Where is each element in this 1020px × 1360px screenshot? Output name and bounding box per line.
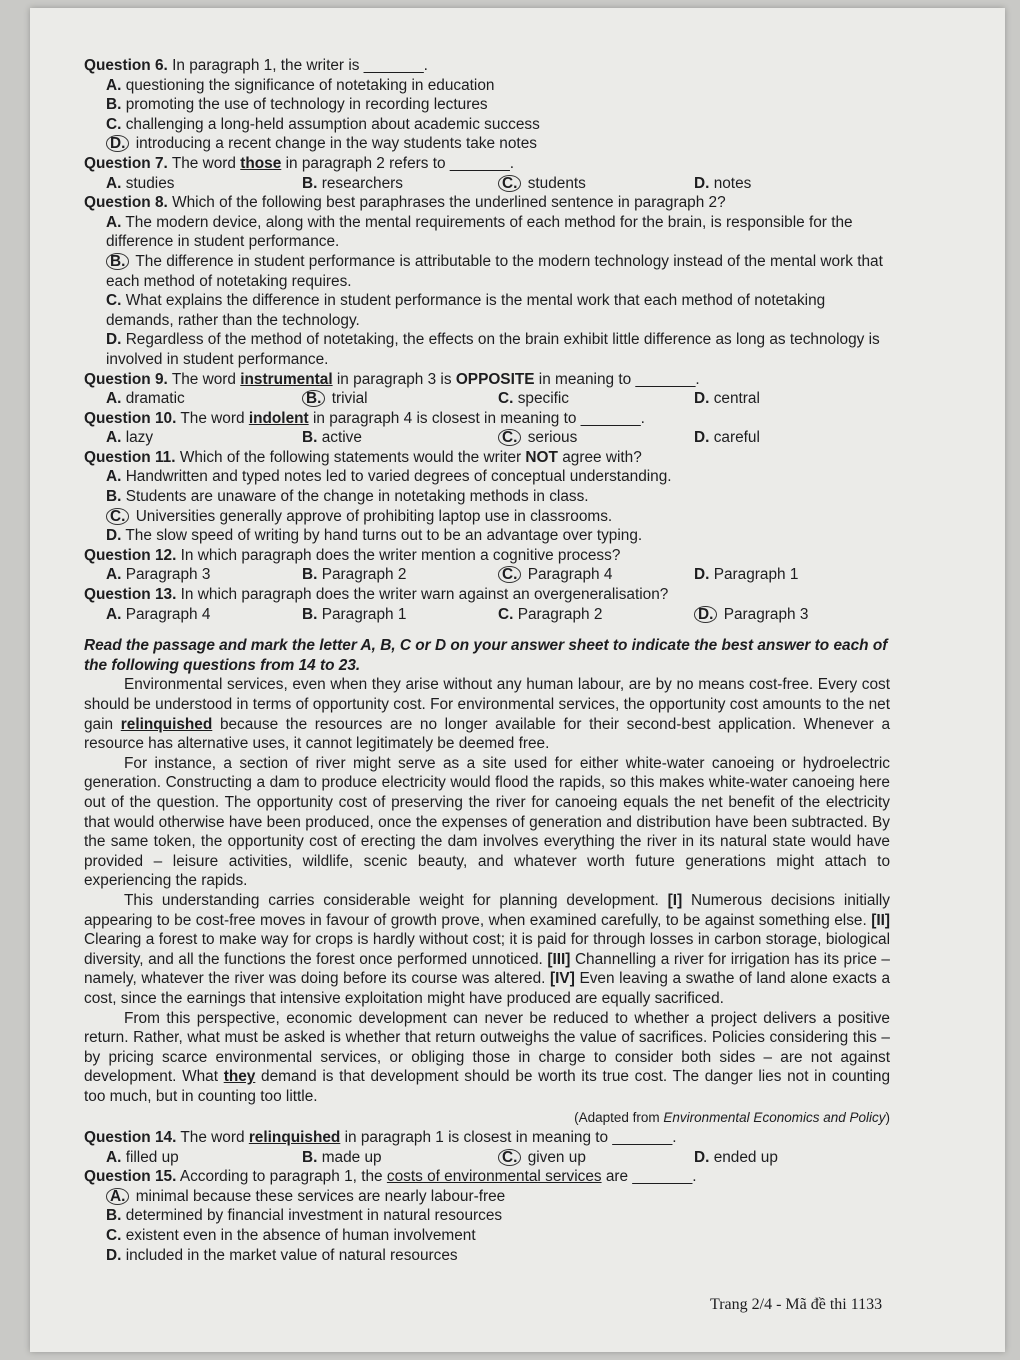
option-c[interactable]: C. existent even in the absence of human involvement [106, 1227, 476, 1245]
option-c[interactable]: C. serious [498, 428, 694, 448]
question-number: Question 10. [84, 409, 177, 427]
option-b[interactable]: B. researchers [302, 174, 403, 192]
option-a[interactable]: A. The modern device, along with the mental requirements of each method for the brain, is responsible for the difference in student performance. [106, 213, 853, 251]
keyword: they [223, 1068, 256, 1086]
options-row [84, 565, 890, 585]
question-8: Question 8. Which of the following best paraphrases the underlined sentence in paragraph 2? A. The modern device, along with the mental requirements of each method for the brain, is responsible for the difference in student performance. B. The difference in student performance is attributable to the modern technology instead of the mental work that each method of notetaking requires. C. What explains the difference in student performance is the mental work that each method of notetaking demands, rather than the technology. D. Regardless of the method of notetaking, the effects on the brain exhibit little difference as long as technology is involved in student performance. [84, 193, 890, 369]
passage-paragraph-4: From this perspective, economic development can never be reduced to whether a project delivers a positive return. Rather, what must be asked is whether that return outweighs the value of sacrifices. Policies considering this – by pricing scarce environmental services, or obliging those in charge to consider both sides – are not against development. What they demand is that development should be worth its true cost. The danger lies not in counting too much, but in counting too little. [84, 1009, 891, 1105]
question-number: Question 12. [84, 546, 177, 564]
option-c[interactable]: C. Universities generally approve of prohibiting laptop use in classrooms. [84, 507, 890, 527]
circled-answer-mark: C. [498, 1149, 521, 1166]
option-c[interactable]: C. challenging a long-held assumption about academic success [106, 115, 540, 133]
question-number: Question 9. [84, 370, 168, 388]
question-10: Question 10. The word indolent in paragraph 4 is closest in meaning to _______. A. lazy B. active C. serious D. careful [84, 409, 890, 448]
option-d[interactable]: D. Paragraph 3 [694, 605, 890, 625]
question-number: Question 14. [84, 1129, 177, 1147]
option-d[interactable]: D. Regardless of the method of notetaking, the effects on the brain exhibit little difference as long as technology is involved in student performance. [106, 331, 880, 368]
circled-answer-mark: D. [106, 135, 129, 152]
question-number: Question 7. [84, 154, 168, 172]
option-d[interactable]: D. notes [694, 174, 752, 192]
question-13: Question 13. In which paragraph does the writer warn against an overgeneralisation? A. Paragraph 4 B. Paragraph 1 C. Paragraph 2 D. Paragraph 3 [84, 585, 890, 624]
options-row [84, 174, 890, 194]
option-b[interactable]: B. active [302, 429, 362, 447]
option-b[interactable]: B. Paragraph 2 [302, 566, 407, 584]
circled-answer-mark: C. [498, 175, 521, 192]
question-number: Question 8. [84, 194, 168, 212]
insertion-marker: [I] [667, 891, 683, 909]
option-a[interactable]: A. studies [106, 174, 175, 192]
insertion-marker: [III] [547, 950, 571, 968]
question-11: Question 11. Which of the following statements would the writer NOT agree with? A. Handwritten and typed notes led to varied degrees of conceptual understanding. B. Students are unaware of the change in notetaking methods in class. C. Universities generally approve of prohibiting laptop use in classrooms. D. The slow speed of writing by hand turns out to be an advantage over typing. [84, 448, 890, 546]
option-d[interactable]: D. central [694, 390, 760, 408]
option-d[interactable]: D. The slow speed of writing by hand turns out to be an advantage over typing. [106, 527, 643, 545]
options-row [84, 428, 890, 448]
passage-source: (Adapted from Environmental Economics and Policy) [574, 1110, 890, 1126]
option-b[interactable]: B. Students are unaware of the change in notetaking methods in class. [106, 488, 589, 506]
page-content [84, 56, 890, 1265]
option-a[interactable]: A. dramatic [106, 390, 185, 408]
keyword: relinquished [120, 715, 213, 733]
option-d[interactable]: D. introducing a recent change in the way students take notes [84, 134, 890, 154]
underlined-phrase: costs of environmental services [386, 1168, 602, 1186]
keyword: relinquished [248, 1129, 341, 1147]
question-7: Question 7. The word those in paragraph 2 refers to _______. A. studies B. researchers C. students D. notes [84, 154, 890, 193]
option-a[interactable]: A. Paragraph 4 [106, 605, 211, 623]
section-instruction: Read the passage and mark the letter A, B, C or D on your answer sheet to indicate the best answer to each of the following questions from 14 to 23. [84, 637, 888, 674]
question-14: Question 14. The word relinquished in paragraph 1 is closest in meaning to _______. A. filled up B. made up C. given up D. ended up [84, 1128, 890, 1167]
exam-page [30, 8, 1005, 1352]
question-15: Question 15. According to paragraph 1, the costs of environmental services are _______. A. minimal because these services are nearly labour-free B. determined by financial investment in natural resources C. existent even in the absence of human involvement D. included in the market value of natural resources [84, 1167, 890, 1265]
option-a[interactable]: A. questioning the significance of notetaking in education [106, 76, 495, 94]
reading-passage [84, 675, 890, 1106]
option-b[interactable]: B. promoting the use of technology in recording lectures [106, 96, 488, 114]
question-number: Question 6. [84, 57, 168, 74]
option-a[interactable]: A. Paragraph 3 [106, 566, 211, 584]
question-number: Question 11. [84, 448, 176, 466]
question-9: Question 9. The word instrumental in paragraph 3 is OPPOSITE in meaning to _______. A. dramatic B. trivial C. specific D. central [84, 370, 890, 409]
option-b[interactable]: B. determined by financial investment in natural resources [106, 1207, 503, 1225]
question-12: Question 12. In which paragraph does the writer mention a cognitive process? A. Paragraph 3 B. Paragraph 2 C. Paragraph 4 D. Paragraph 1 [84, 546, 890, 585]
option-c[interactable]: C. students [498, 174, 694, 194]
keyword: instrumental [240, 370, 333, 388]
keyword: those [240, 154, 282, 172]
circled-answer-mark: A. [106, 1188, 129, 1205]
page-footer: Trang 2/4 - Mã đề thi 1133 [710, 1296, 883, 1313]
circled-answer-mark: C. [498, 566, 521, 583]
passage-paragraph-2: For instance, a section of river might serve as a site used for either white-water canoeing or hydroelectric generation. Constructing a dam to produce electricity would flood the rapids, so this makes white-water canoeing here out of the question. The opportunity cost of preserving the river for canoeing equals the net benefit of the electricity that would otherwise have been produced, once the expenses of generation and distribution have been subtracted. By the same token, the opportunity cost of erecting the dam involves everything the river in its natural state would have provided – leisure activities, wildlife, scenic beauty, and whatever worth future generations might attach to experiencing the rapids. [84, 754, 890, 890]
option-b[interactable]: B. Paragraph 1 [302, 605, 407, 623]
circled-answer-mark: B. [106, 253, 129, 270]
passage-paragraph-3: This understanding carries considerable weight for planning development. [I] Numerous decisions initially appearing to be cost-free moves in favour of growth prove, when examined carefully, to be against something else. [II] Clearing a forest to make way for crops is hardly without cost; it is paid for through losses in carbon storage, biological diversity, and all the functions the forest once performed unnoticed. [III] Channelling a river for irrigation has its price – namely, whatever the river was doing before its course was altered. [IV] Even leaving a swathe of land alone exacts a cost, since the earnings that intensive exploitation might have produced are equally sacrificed. [84, 891, 891, 1007]
option-c[interactable]: C. What explains the difference in student performance is the mental work that each method of notetaking demands, rather than the technology. [106, 292, 826, 329]
option-b[interactable]: B. The difference in student performance is attributable to the modern technology instead of the mental work that each method of notetaking requires. [106, 252, 883, 290]
question-6 [84, 56, 890, 154]
option-a[interactable]: A. filled up [106, 1148, 179, 1166]
keyword: indolent [248, 409, 309, 427]
insertion-marker: [IV] [550, 970, 575, 988]
circled-answer-mark: D. [694, 606, 717, 623]
circled-answer-mark: B. [302, 390, 325, 407]
options-row [84, 605, 890, 625]
option-b[interactable]: B. made up [302, 1148, 382, 1166]
option-d[interactable]: D. careful [694, 429, 760, 447]
option-b[interactable]: B. trivial [302, 389, 498, 409]
option-a[interactable]: A. minimal because these services are nearly labour-free [84, 1187, 890, 1207]
option-c[interactable]: C. Paragraph 2 [498, 605, 603, 623]
option-c[interactable]: C. given up [498, 1148, 694, 1168]
circled-answer-mark: C. [106, 508, 129, 525]
question-text: In paragraph 1, the writer is _______. [172, 57, 428, 74]
options-row [84, 1148, 890, 1168]
circled-answer-mark: C. [498, 429, 521, 446]
question-number: Question 15. [84, 1168, 177, 1186]
insertion-marker: [II] [871, 911, 890, 929]
options-row [84, 389, 890, 409]
option-c[interactable]: C. specific [498, 390, 570, 408]
option-d[interactable]: D. Paragraph 1 [694, 566, 799, 584]
option-a[interactable]: A. Handwritten and typed notes led to varied degrees of conceptual understanding. [106, 468, 672, 486]
option-a[interactable]: A. lazy [106, 429, 154, 447]
option-d[interactable]: D. ended up [694, 1148, 778, 1166]
passage-paragraph-1: Environmental services, even when they arise without any human labour, are by no means cost-free. Every cost should be understood in terms of opportunity cost. For environmental services, the opportunity cost amounts to the net gain relinquished because the resources are no longer available for their second-best application. Whenever a resource has alternative uses, it cannot legitimately be deemed free. [84, 676, 891, 753]
option-d[interactable]: D. included in the market value of natural resources [106, 1246, 458, 1264]
option-c[interactable]: C. Paragraph 4 [498, 565, 694, 585]
question-number: Question 13. [84, 586, 177, 604]
